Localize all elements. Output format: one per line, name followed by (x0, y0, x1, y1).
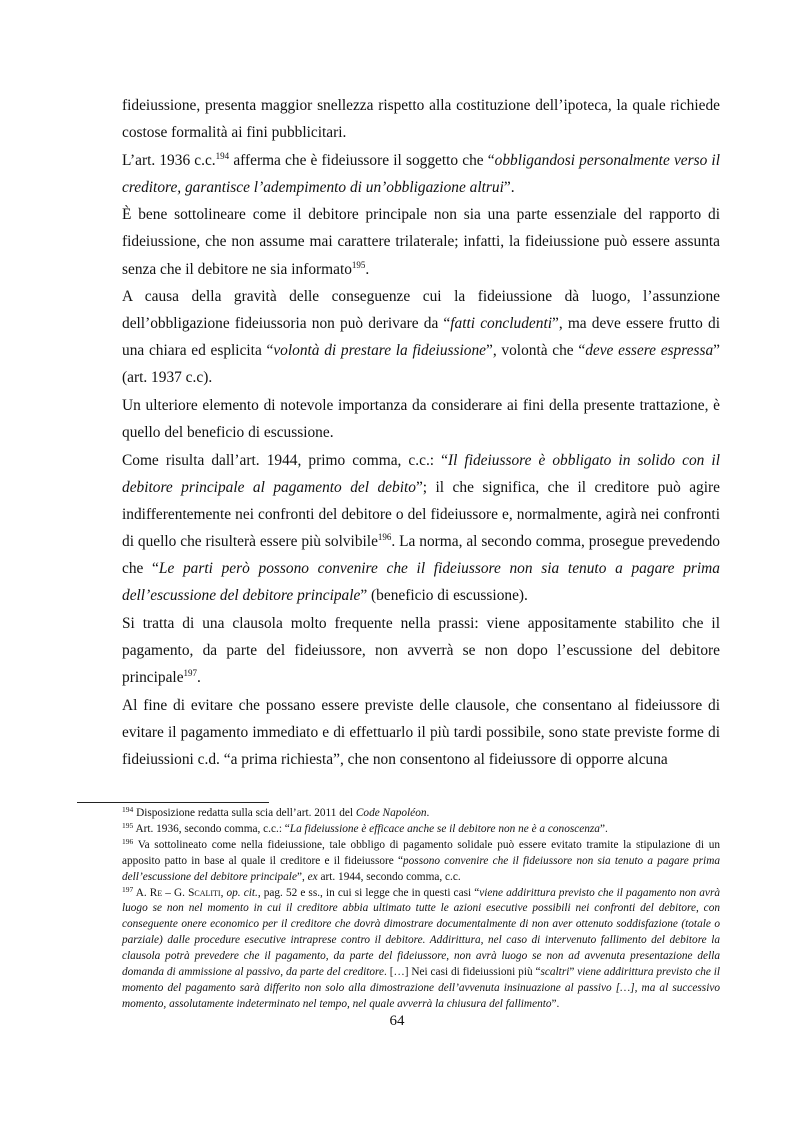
paragraph-1 (122, 92, 720, 146)
paragraph-4 (122, 283, 720, 391)
footnote-number: 194 (122, 805, 134, 814)
footnote-194 (122, 806, 720, 822)
quote-volonta: volontà di prestare la fideiussione (273, 342, 486, 360)
footnote-number: 195 (122, 820, 134, 830)
paragraph-4-end: ” (art. 1937 c.c). (122, 342, 721, 387)
footnote-divider (77, 802, 269, 803)
footnote-text-end: ”. (551, 997, 560, 1010)
footnote-italic: Code Napoléon (355, 807, 427, 819)
quote-art-1944-primo: Il fideiussore è obbligato in solido con il debitore principale al pagamento del debito (122, 451, 720, 496)
body-text (122, 92, 720, 773)
paragraph-2-end: ”. (503, 178, 515, 196)
footnote-number: 197 (122, 884, 134, 894)
paragraph-6-text-cont: ”; il che significa, che il creditore può agire indifferentemente nei confronti del debitore o del fideiussore e, normalmente, agirà nei confronti di quello che risulterà essere più solvibile (122, 478, 720, 550)
footnote-italic: La fideiussione è efficace anche se il debitore non ne è a conoscenza (289, 822, 600, 835)
quote-art-1936: obbligandosi personalmente verso il creditore, garantisce l’adempimento di un’obbligazione altrui (122, 151, 720, 196)
paragraph-2-text-cont: afferma che è fideiussore il soggetto che “ (229, 151, 495, 169)
paragraph-3-end: . (365, 260, 370, 278)
paragraph-6 (122, 447, 720, 610)
footnote-text-end: . (426, 807, 430, 819)
paragraph-8 (122, 692, 720, 773)
quote-art-1944-secondo: Le parti però possono convenire che il fideiussore non sia tenuto a pagare prima dell’escussione del debitore principale (122, 560, 720, 605)
footnote-text: Disposizione redatta sulla scia dell’art. 2011 del (133, 807, 356, 819)
footnote-text: Art. 1936, secondo comma, c.c.: “ (133, 822, 290, 835)
paragraph-5 (122, 392, 720, 446)
footnote-italic-scaltri: scaltri (540, 966, 570, 979)
footnote-text-end: ”. (599, 822, 608, 835)
footnote-ref-195[interactable]: 195 (351, 259, 366, 270)
footnote-195 (122, 822, 720, 838)
footnote-ref-196[interactable]: 196 (377, 532, 392, 542)
footnotes (122, 806, 720, 1013)
paragraph-5-text: Un ulteriore elemento di notevole importanza da considerare ai fini della presente trattazione, è quello del beneficio di escussione. (122, 397, 720, 442)
paragraph-1-text: fideiussione, presenta maggior snellezza rispetto alla costituzione dell’ipoteca, la quale richiede costose formalità ai fini pubblicitari. (122, 97, 720, 142)
footnote-text-cont4: . […] Nei casi di fideiussioni più “ (384, 966, 541, 979)
footnote-text-cont5: ” (569, 966, 578, 979)
paragraph-3 (122, 201, 720, 282)
paragraph-6-end: ” (beneficio di escussione). (360, 587, 528, 605)
paragraph-6-text-cont2: . La norma, al secondo comma, prosegue prevedendo che “ (122, 533, 720, 578)
paragraph-4-text-cont: ”, ma deve essere frutto di una chiara ed esplicita “ (122, 315, 720, 360)
footnote-number: 196 (122, 836, 134, 846)
paragraph-2-text: L’art. 1936 c.c. (122, 151, 216, 169)
footnote-quote-1: viene addirittura previsto che il pagamento non avrà luogo se non nel momento in cui il creditore abbia ultimato tutte le azioni esecutive possibili nei confronti del debitore, con conseguente onere economico per il creditore che dovrà dimostrare documentalmente di non aver ottenuto soddisfazione (totale o parziale) dalle procedure esecutive intraprese contro il debitore. Addirittura, nel caso di intervenuto fallimento del debitore la clausola potrà prevedere che il pagamento, da parte del fideiussore, non avrà luogo se non ad avvenuta presentazione della domanda di ammissione al passivo, da parte del creditore (122, 886, 720, 979)
quote-deve-essere-espressa: deve essere espressa (585, 342, 714, 360)
footnote-text-cont: ”, (296, 870, 308, 883)
footnote-ref-197[interactable]: 197 (183, 667, 198, 678)
paragraph-6-text: Come risulta dall’art. 1944, primo comma, c.c.: “ (122, 451, 448, 469)
footnote-196 (122, 838, 720, 886)
footnote-italic-ex: ex (307, 870, 318, 883)
footnote-text: Va sottolineato come nella fideiussione, tale obbligo di pagamento solidale può essere evitato tramite la stipulazione di un apposito patto in base al quale il creditore e il fideiussore “ (122, 838, 720, 867)
footnote-text-end: art. 1944, secondo comma, c.c. (317, 870, 461, 883)
footnote-italic: possono convenire che il fideiussore non sia tenuto a pagare prima dell’escussione del debitore principale (122, 854, 720, 883)
paragraph-7 (122, 610, 720, 691)
author-scaliti: Scaliti (188, 886, 221, 899)
paragraph-4-text: A causa della gravità delle conseguenze cui la fideiussione dà luogo, l’assunzione dell’obbligazione fideiussoria non può derivare da “ (122, 288, 720, 333)
paragraph-7-text: Si tratta di una clausola molto frequente nella prassi: viene appositamente stabilito che il pagamento, da parte del fideiussore, non avverrà se non dopo l’escussione del debitore principale (122, 614, 720, 686)
quote-fatti-concludenti: fatti concludenti (450, 315, 552, 333)
footnote-ref-194[interactable]: 194 (215, 150, 230, 161)
paragraph-4-text-cont2: ”, volontà che “ (486, 342, 586, 360)
footnote-197 (122, 886, 720, 1013)
paragraph-8-text: Al fine di evitare che possano essere previste delle clausole, che consentano al fideiussore di evitare il pagamento immediato e di effettuarlo il più tardi possibile, sono state previste forme di fideiussioni c.d. “a prima richiesta”, che non consentono al fideiussore di opporre alcuna (122, 696, 720, 768)
paragraph-3-text: È bene sottolineare come il debitore principale non sia una parte essenziale del rapporto di fideiussione, che non assume mai carattere trilaterale; infatti, la fideiussione può essere assunta senza che il debitore ne sia informato (122, 206, 720, 278)
page-number: 64 (389, 1013, 405, 1029)
footnote-quote-2: viene addirittura previsto che il momento del pagamento sarà differito non solo alla dimostrazione dell’avvenuta insinuazione al passivo […], ma al successivo momento, assolutamente indeterminato nel tempo, nel quale avverrà la chiusura del fallimento (122, 966, 720, 1010)
footnote-text-cont3: , pag. 52 e ss., in cui si legge che in questi casi “ (257, 886, 480, 899)
footnote-text: A. (133, 886, 150, 899)
footnote-text-cont: – G. (162, 886, 189, 899)
paragraph-7-end: . (197, 668, 201, 686)
op-cit: op. cit. (226, 886, 258, 899)
paragraph-2 (122, 147, 720, 201)
footnote-text-cont2: , (220, 886, 227, 899)
author-re: Re (149, 886, 163, 899)
